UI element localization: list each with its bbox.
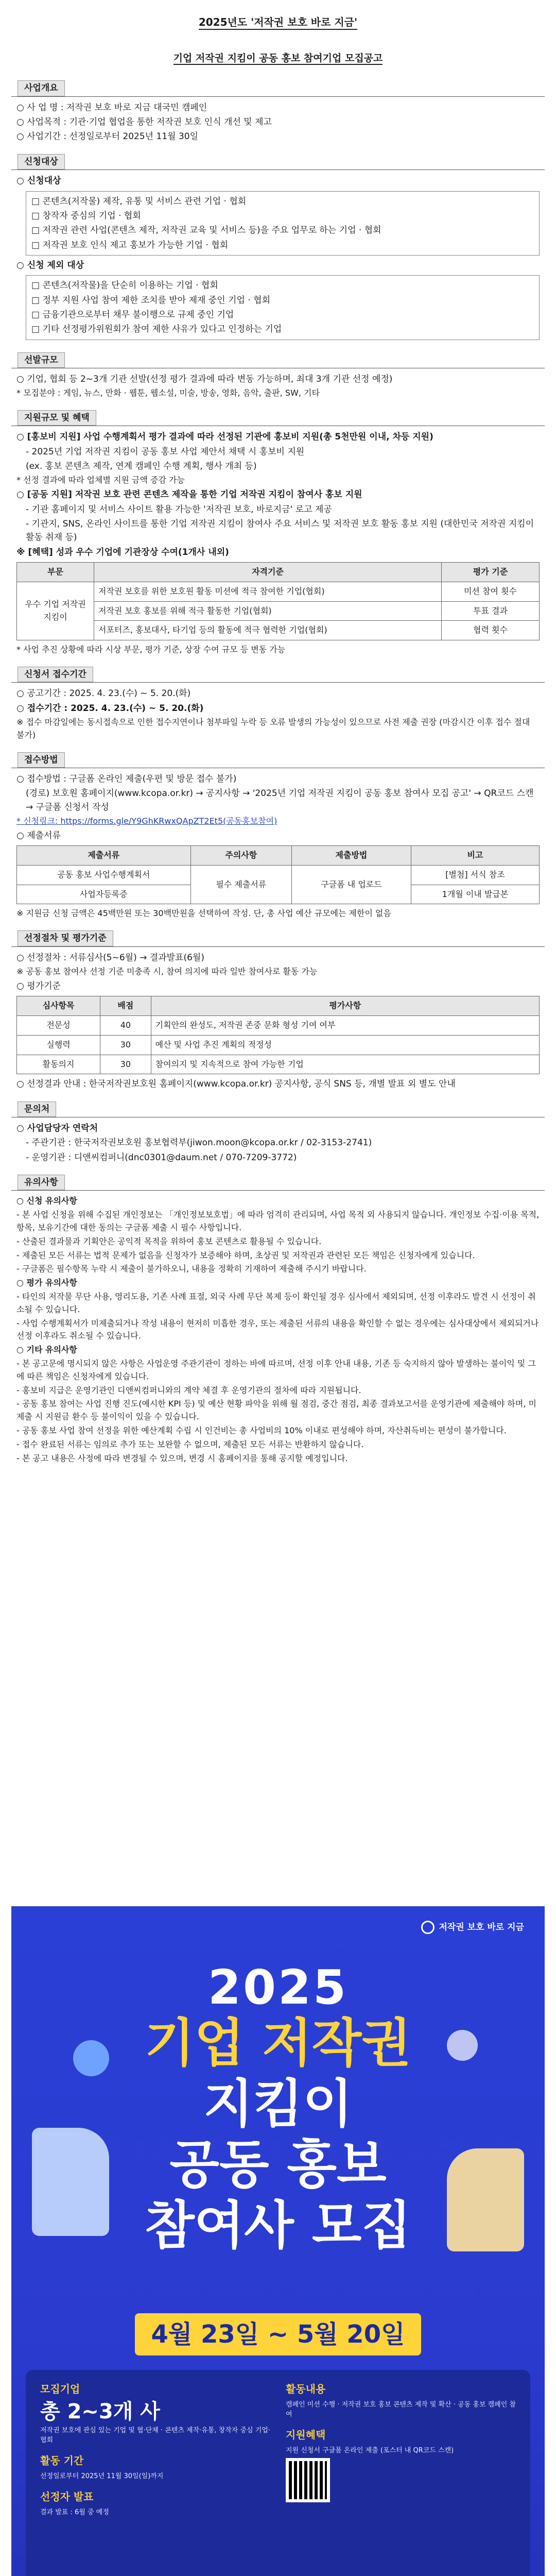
top-title: 2025년도 '저작권 보호 바로 지금' — [11, 14, 545, 30]
overview-line: ○ 사 업 명 : 저작권 보호 바로 지금 대국민 캠페인 — [16, 101, 540, 114]
recruit-count: 총 2~3개 사 — [40, 2400, 160, 2424]
support-line: (ex. 홍보 콘텐츠 제작, 연계 캠페인 수행 계획, 행사 개최 등) — [26, 461, 257, 472]
overview-line: ○ 사업목적 : 기관·기업 협업을 통한 저작권 보호 인식 개선 및 제고 — [16, 115, 540, 129]
section-schedule — [11, 667, 545, 745]
list-item: - 사업 수행계획서가 미제출되거나 작성 내용이 현저히 미흡한 경우, 또는 제출된 서류의 내용을 확인할 수 없는 경우에는 심사대상에서 제외되거나 선정 이후라도 취소될 수 있습니다. — [16, 1318, 539, 1341]
table-cell: 참여의지 및 지속적으로 참여 가능한 기업 — [151, 1055, 539, 1074]
list-item: - 제출된 모든 서류는 법적 문제가 없음을 신청자가 보증해야 하며, 초상권 및 저작권과 관련된 모든 책임은 신청자에게 있습니다. — [16, 1250, 475, 1260]
table-cell: 예산 및 사업 추진 계획의 적정성 — [151, 1035, 539, 1055]
poster-title: 2025 기업 저작권 지킴이 공동 홍보 참여사 모집 — [145, 1960, 411, 2256]
apply-form-link[interactable]: * 신청링크: https://forms.gle/Y9GhKRwxQApZT2Et5(공동홍보참여) — [16, 816, 277, 826]
list-item: □ 저작권 관련 사업(콘텐츠 제작, 저작권 교육 및 서비스 등)을 주요 업무로 하는 기업 · 협회 — [31, 224, 534, 237]
support-line: - 기관 홈페이지 및 서비스 사이트 활용 가능한 '저작권 보호, 바로지금' 로고 제공 — [26, 504, 332, 515]
table-cell: 필수 제출서류 — [190, 865, 292, 904]
table-cell: 기획안의 완성도, 저작권 존중 문화 형성 기여 여부 — [151, 1015, 539, 1035]
section-support — [11, 410, 545, 659]
support-line: - 2025년 기업 저작권 지킴이 공동 홍보 사업 제안서 채택 시 홍보비 지원 — [26, 446, 305, 457]
support-line: - 기관지, SNS, 온라인 사이트를 통한 기업 저작권 지킴이 참여사 주요 서비스 및 저작권 보호 활동 홍보 지원 (대한민국 저작권 지킴이 활동 취재 등) — [26, 518, 534, 543]
benefit-head: 지원혜택 — [286, 2428, 326, 2441]
documents-table — [16, 845, 540, 904]
table-row — [17, 621, 540, 640]
list-item: - 산출된 결과물과 기획안은 공익적 목적을 위하여 홍보 콘텐츠로 활용될 수 있습니다. — [16, 1236, 322, 1246]
table-row — [17, 1035, 540, 1055]
list-item: - 타인의 저작물 무단 사용, 영리도용, 기존 사례 표절, 외국 사례 무단 복제 등이 확인될 경우 심사에서 제외되며, 선정 이후라도 발견 시 선정이 취소될 수 있습니다. — [16, 1291, 536, 1314]
selection-line: ○ 기업, 협회 등 2~3개 기관 선발(선정 평가 결과에 따라 변동 가능하며, 최대 3개 기관 선정 예정) — [16, 372, 540, 386]
evaluation-line: ※ 공동 홍보 참여사 선정 기준 미충족 시, 참여 의지에 따라 일반 참여사로 활동 가능 — [16, 966, 318, 976]
section-overview — [11, 80, 545, 146]
poster-info-panel — [26, 2370, 530, 2576]
campaign-poster — [11, 1906, 545, 2576]
list-item: - 본 공고문에 명시되지 않은 사항은 사업운영 주관기관이 정하는 바에 따르며, 선정 이후 안내 내용, 기존 등 숙지하지 않아 발생하는 불이익 및 그에 따른 책임은 신청자에게 있습니다. — [16, 1358, 536, 1381]
table-cell: 저작권 보호를 위한 보호원 활동 미션에 적극 참여한 기업(협회) — [94, 582, 442, 601]
list-item: - 접수 완료된 서류는 임의로 추가 또는 보완할 수 없으며, 제출된 모든 서류는 반환하지 않습니다. — [16, 1439, 364, 1449]
announce-head: 선정자 발표 — [40, 2490, 94, 2503]
table-header: 평가사항 — [151, 996, 539, 1016]
section-title: 접수방법 — [18, 752, 65, 768]
table-cell: 구글폼 내 업로드 — [292, 865, 411, 904]
table-cell: 실행력 — [17, 1035, 100, 1055]
schedule-line: ○ 공고기간 : 2025. 4. 23.(수) ~ 5. 20.(화) — [16, 687, 540, 700]
support-line: ※ [혜택] 성과 우수 기업에 기관장상 수여(1개사 내외) — [16, 547, 229, 557]
list-item: - 공동 홍보 참여는 사업 진행 진도(예시한 KPI 등) 및 예산 현황 파악을 위해 월 점검, 중간 점검, 최종 결과보고서를 운영기관에 제출해야 하며, 미제출 시 지원금 환수 등 불이익이 있을 수 있습니다. — [16, 1399, 536, 1422]
table-cell: 공동 홍보 사업수행계획서 — [17, 865, 191, 885]
list-item: □ 콘텐츠(저작물) 제작, 유통 및 서비스 관련 기업 · 협회 — [31, 195, 534, 208]
section-title: 지원규모 및 혜택 — [18, 410, 96, 426]
activity-head: 활동내용 — [286, 2383, 326, 2395]
activity-desc: 캠페인 미션 수행 · 저작권 보호 홍보 콘텐츠 제작 및 확산 · 공동 홍보 캠페인 참여 — [286, 2401, 516, 2418]
table-cell: 사업자등록증 — [17, 885, 191, 904]
award-table — [16, 562, 540, 640]
table-cell: 서포터즈, 홍보대사, 타기업 등의 활동에 적극 협력한 기업(협회) — [94, 621, 442, 640]
table-header: 자격기준 — [94, 562, 442, 582]
eligibility-target-box — [26, 191, 540, 256]
list-item: - 본 사업 신청을 위해 수집된 개인정보는 「개인정보보호법」에 따라 엄격히 관리되며, 사업 목적 외 사용되지 않습니다. 개인정보 수집·이용 목적, 항목, 보유기간에 대한 동의는 구글폼 제출 시 필수 사항입니다. — [16, 1210, 540, 1232]
section-eligibility — [11, 154, 545, 345]
table-cell: 투표 결과 — [442, 601, 540, 621]
evaluation-line: ○ 선정절차 : 서류심사(5~6월) → 결과발표(6월) — [16, 951, 540, 964]
table-cell: 1개월 이내 발급본 — [411, 885, 539, 904]
period-head: 활동 기간 — [40, 2454, 84, 2467]
notes-head: ○ 신청 유의사항 — [16, 1195, 540, 1208]
table-row — [17, 601, 540, 621]
selection-note: * 모집분야 : 게임, 뉴스, 만화 · 웹툰, 웹소설, 미술, 방송, 영화, 음악, 출판, SW, 기타 — [16, 388, 320, 398]
section-title: 신청서 접수기간 — [18, 667, 93, 682]
list-item: - 홍보비 지급은 운영기관인 디앤씨컴퍼니와의 계약 체결 후 운영기관의 절차에 따라 지원됩니다. — [16, 1385, 361, 1395]
section-title: 선정절차 및 평가기준 — [18, 930, 113, 946]
apply-line: ○ 접수방법 : 구글폼 온라인 제출(우편 및 방문 접수 불가) — [16, 772, 540, 786]
benefit-desc: 지원 신청서 구글폼 온라인 제출 (포스터 내 QR코드 스캔) — [286, 2446, 454, 2454]
copyright-logo-icon — [421, 1921, 435, 1934]
table-header: 제출방법 — [292, 846, 411, 866]
section-selection — [11, 352, 545, 403]
table-cell: 미션 참여 횟수 — [442, 582, 540, 601]
notes-head: ○ 평가 유의사항 — [16, 1277, 540, 1290]
support-line: ○ [공동 지원] 저작권 보호 관련 콘텐츠 제작을 통한 기업 저작권 지킴이 참여사 홍보 지원 — [16, 488, 540, 501]
table-cell: 협력 횟수 — [442, 621, 540, 640]
table-header: 주의사항 — [190, 846, 292, 866]
eligibility-exclude-box — [26, 275, 540, 340]
table-cell: 40 — [100, 1015, 151, 1035]
table-header: 평가 기준 — [442, 562, 540, 582]
contact-head: ○ 사업담당자 연락처 — [16, 1122, 540, 1135]
period-desc: 선정일로부터 2025년 11월 30일(일)까지 — [40, 2472, 164, 2480]
table-header: 제출서류 — [17, 846, 191, 866]
table-cell: 저작권 보호 홍보를 위해 적극 활동한 기업(협회) — [94, 601, 442, 621]
eligibility-exclude-head: ○ 신청 제외 대상 — [16, 259, 540, 272]
schedule-note: ※ 접수 마감일에는 동시접속으로 인한 접수지연이나 첨부파일 누락 등 오류 발생의 가능성이 있으므로 사전 제출 권장 (마감시간 이후 접수 절대 불가) — [16, 717, 530, 740]
list-item: □ 콘텐츠(저작물)을 단순히 이용하는 기업 · 협회 — [31, 279, 534, 292]
main-title: 기업 저작권 지킴이 공동 홍보 참여기업 모집공고 — [173, 53, 383, 64]
section-apply — [11, 752, 545, 924]
table-cell: 우수 기업 저작권 지킴이 — [17, 582, 94, 640]
section-title: 신청대상 — [18, 154, 65, 170]
table-cell: 활동의지 — [17, 1055, 100, 1074]
list-item: □ 정부 지원 사업 참여 제한 조치를 받아 제재 중인 기업 · 협회 — [31, 294, 534, 307]
section-contact — [11, 1101, 545, 1167]
table-header: 배점 — [100, 996, 151, 1016]
table-cell: 전문성 — [17, 1015, 100, 1035]
criteria-table — [16, 996, 540, 1074]
recruit-head: 모집기업 — [40, 2383, 80, 2395]
overview-line: ○ 사업기간 : 선정일로부터 2025년 11월 30일 — [16, 130, 540, 143]
award-table-note: * 사업 추진 상황에 따라 시상 부문, 평가 기준, 상장 수여 규모 등 변동 가능 — [16, 645, 286, 655]
table-row — [17, 1015, 540, 1035]
evaluation-line: ○ 평가기준 — [16, 979, 540, 993]
contact-line: - 주관기관 : 한국저작권보호원 홍보협력부(jiwon.moon@kcopa.or.kr / 02-3153-2741) — [26, 1138, 372, 1148]
poster-logo: 저작권 보호 바로 지금 — [421, 1921, 524, 1934]
recruit-desc: 저작권 보호에 관심 있는 기업 및 협·단체 · 콘텐츠 제작·유통, 창작자 중심 기업·협회 — [40, 2427, 270, 2444]
table-header: 부문 — [17, 562, 94, 582]
list-item: - 본 공고 내용은 사정에 따라 변경될 수 있으며, 변경 시 홈페이지를 통해 공지할 예정입니다. — [16, 1453, 348, 1463]
contact-line: - 운영기관 : 디앤씨컴퍼니(dnc0301@daum.net / 070-7209-3772) — [26, 1152, 297, 1163]
table-row — [17, 1055, 540, 1074]
table-cell: 30 — [100, 1035, 151, 1055]
announce-desc: 결과 발표 : 6월 중 예정 — [40, 2508, 109, 2516]
section-title: 유의사항 — [18, 1175, 65, 1190]
section-evaluation — [11, 930, 545, 1094]
table-row — [17, 865, 540, 885]
support-line: ○ [홍보비 지원] 사업 수행계획서 평가 결과에 따라 선정된 기관에 홍보비 지원(총 5천만원 이내, 차등 지원) — [16, 430, 540, 444]
poster-period: 4월 23일 ~ 5월 20일 — [11, 2313, 545, 2355]
notes-head: ○ 기타 유의사항 — [16, 1344, 540, 1357]
list-item: - 공동 홍보 사업 참여 선정을 위한 예산계획 수립 시 인건비는 총 사업비의 10% 이내로 편성해야 하며, 자산취득비는 편성이 불가합니다. — [16, 1425, 507, 1435]
list-item: □ 기타 선정평가위원회가 참여 제한 사유가 있다고 인정하는 기업 — [31, 323, 534, 336]
section-title: 문의처 — [18, 1101, 56, 1117]
section-title: 사업개요 — [18, 80, 65, 96]
eligibility-target-head: ○ 신청대상 — [16, 174, 540, 188]
list-item: □ 창작자 중심의 기업 · 협회 — [31, 209, 534, 223]
schedule-line: ○ 접수기간 : 2025. 4. 23.(수) ~ 5. 20.(화) — [16, 702, 540, 715]
table-row — [17, 582, 540, 601]
list-item: □ 저작권 보호 인식 제고 홍보가 가능한 기업 · 협회 — [31, 239, 534, 252]
table-header: 심사항목 — [17, 996, 100, 1016]
table-header: 비고 — [411, 846, 539, 866]
list-item: □ 금융기관으로부터 채무 불이행으로 규제 중인 기업 — [31, 308, 534, 321]
list-item: - 구글폼은 필수항목 누락 시 제출이 불가하오니, 내용을 정확히 기재하여 제출해 주시기 바랍니다. — [16, 1264, 367, 1274]
section-title: 선발규모 — [18, 352, 65, 368]
apply-path: (경로) 보호원 홈페이지(www.kcopa.or.kr) → 공지사항 → '2025년 기업 저작권 지킴이 공동 홍보 참여사 모집 공고' → QR코드 스캔 → 구글폼 신청서 작성 — [26, 788, 534, 812]
qr-code-icon[interactable] — [286, 2458, 330, 2502]
table-cell: 30 — [100, 1055, 151, 1074]
evaluation-result: ○ 선정결과 안내 : 한국저작권보호원 홈페이지(www.kcopa.or.kr) 공지사항, 공식 SNS 등, 개별 발표 외 별도 안내 — [16, 1077, 540, 1091]
section-notes — [11, 1175, 545, 1468]
documents-note: ※ 지원금 신청 금액은 45백만원 또는 30백만원을 선택하여 작성. 단, 총 사업 예산 규모에는 제한이 없음 — [16, 908, 391, 919]
apply-line: ○ 제출서류 — [16, 829, 540, 842]
table-cell: [별첨] 서식 참조 — [411, 865, 539, 885]
support-line: * 선정 결과에 따라 업체별 지원 금액 증감 가능 — [16, 475, 185, 485]
